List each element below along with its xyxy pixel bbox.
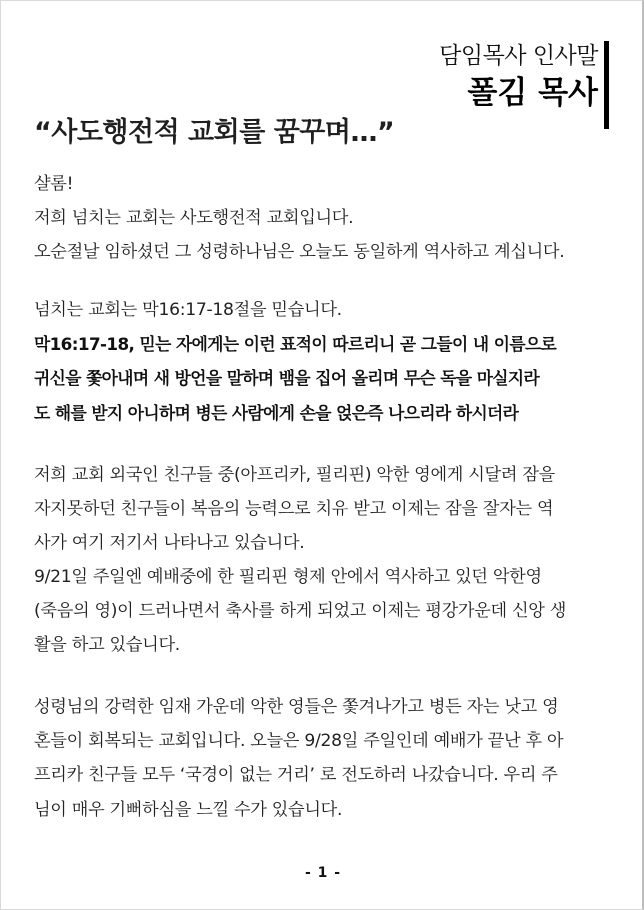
text-line: 님이 매우 기뻐하심을 느낄 수가 있습니다. (34, 799, 343, 820)
header-subtitle: 담임목사 인사말 (439, 43, 598, 69)
scripture-line: 귀신을 쫓아내며 새 방언을 말하며 뱀을 집어 올리며 무슨 독을 마실지라 (34, 368, 540, 389)
text-line: 샬롬! (34, 174, 74, 194)
scripture-line: 막16:17-18, 믿는 자에게는 이런 표적이 따르리니 곧 그들이 내 이름으로 (34, 334, 557, 355)
text-line: 성령님의 강력한 임재 가운데 악한 영들은 쫓겨나가고 병든 자는 낫고 영 (34, 697, 559, 718)
text-line: 오순절날 임하셨던 그 성령하나님은 오늘도 동일하게 역사하고 계십니다. (34, 242, 565, 263)
text-line: 자지못하던 친구들이 복음의 능력으로 치유 받고 이제는 잠을 잘자는 역 (34, 498, 554, 519)
paragraph-testimony (34, 458, 614, 663)
header-accent-bar (604, 41, 609, 129)
paragraph-spacer (34, 662, 614, 690)
text-line: 프리카 친구들 모두 ‘국경이 없는 거리’ 로 전도하러 나갔습니다. 우리 주 (34, 765, 558, 786)
text-line: 혼들이 회복되는 교회입니다. 오늘은 9/28일 주일인데 예배가 끝난 후 아 (34, 731, 564, 752)
body-text (34, 167, 614, 827)
text-line: 넘치는 교회는 막16:17-18절을 믿습니다. (34, 300, 342, 321)
text-line: (죽음의 영)이 드러나면서 축사를 하게 되었고 이제는 평강가운데 신앙 생 (34, 601, 567, 622)
page-header (439, 41, 598, 113)
paragraph-greeting (34, 167, 614, 269)
paragraph-spacer (34, 269, 614, 293)
text-line: 9/21일 주일엔 예배중에 한 필리핀 형제 안에서 역사하고 있던 악한영 (34, 566, 542, 587)
page-number: - 1 - (304, 865, 342, 881)
pastor-name: 폴김 목사 (467, 75, 598, 111)
text-line: 사가 여기 저기서 나타나고 있습니다. (34, 532, 305, 553)
paragraph-scripture (34, 293, 614, 429)
paragraph-spacer (34, 430, 614, 458)
paragraph-closing (34, 690, 614, 826)
page-title: “사도행전적 교회를 꿈꾸며…” (34, 117, 395, 148)
text-line: 활을 하고 있습니다. (34, 635, 180, 656)
scripture-line: 도 해를 받지 아니하며 병든 사람에게 손을 얹은즉 나으리라 하시더라 (34, 402, 519, 423)
text-line: 저희 넘치는 교회는 사도행전적 교회입니다. (34, 208, 354, 229)
text-line: 저희 교회 외국인 친구들 중(아프리카, 필리핀) 악한 영에게 시달려 잠을 (34, 464, 555, 485)
